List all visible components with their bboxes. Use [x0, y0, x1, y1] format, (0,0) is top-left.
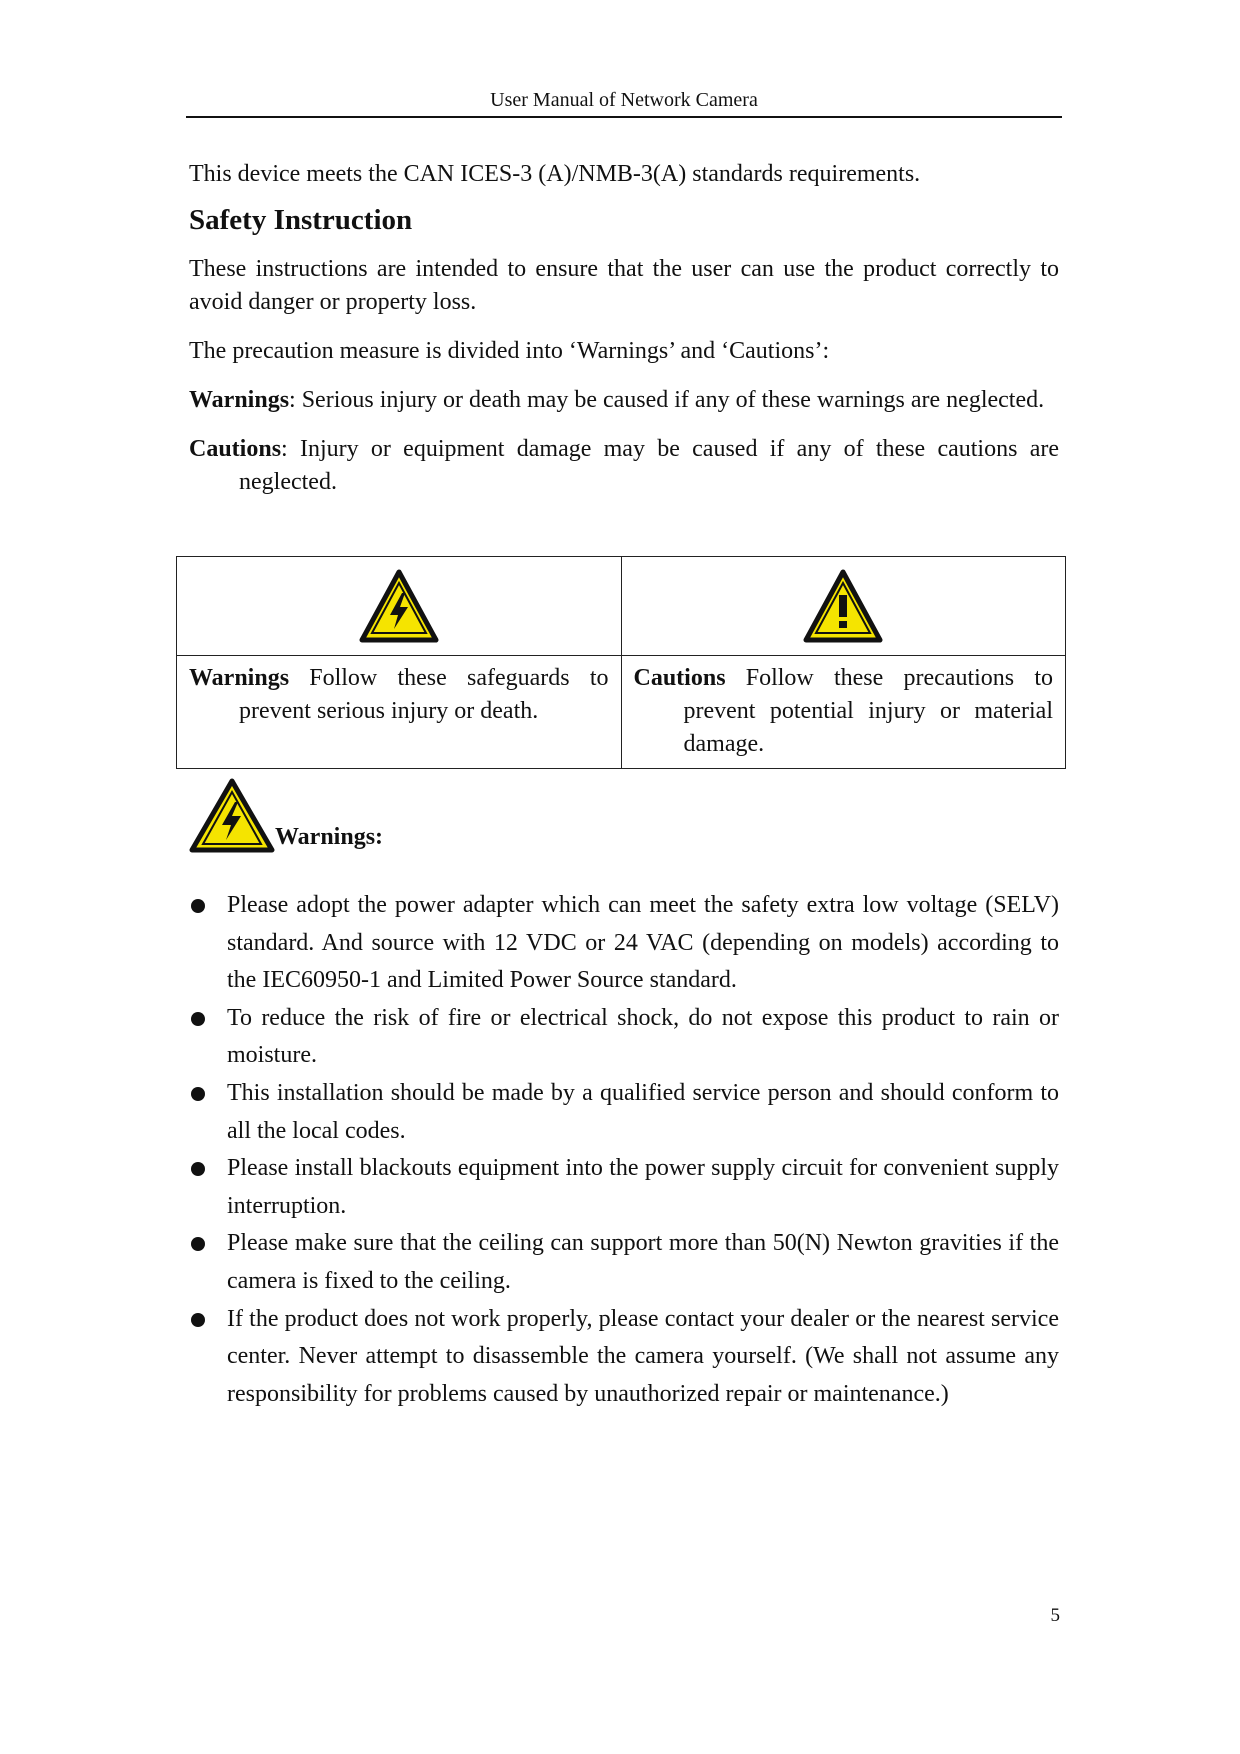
list-item-text: Please install blackouts equipment into the power supply circuit for convenient supply interruption.	[227, 1155, 1059, 1219]
main-content	[189, 158, 1059, 515]
list-item-text: If the product does not work properly, please contact your dealer or the nearest service center. Never attempt to disassemble the camera yourself. (We shall not assume any responsibility for problems caused by unauthorized repair or maintenance.)	[227, 1305, 1059, 1407]
list-item	[189, 1150, 1059, 1225]
safety-symbol-table	[176, 556, 1066, 769]
cautions-definition-text: : Injury or equipment damage may be caused if any of these cautions are neglected.	[239, 436, 1059, 495]
list-item-text: To reduce the risk of fire or electrical shock, do not expose this product to rain or moisture.	[227, 1004, 1059, 1069]
list-item-text: This installation should be made by a qualified service person and should conform to all the local codes.	[227, 1079, 1059, 1144]
list-item	[189, 887, 1059, 1000]
warnings-definition-text: : Serious injury or death may be caused if any of these warnings are neglected.	[289, 387, 1045, 413]
list-item-text: Please make sure that the ceiling can support more than 50(N) Newton gravities if the camera is fixed to the ceiling.	[227, 1230, 1059, 1294]
warnings-label: Warnings:	[275, 824, 384, 850]
warnings-icon-cell	[177, 557, 622, 656]
warnings-section-title	[189, 778, 789, 858]
cautions-term: Cautions	[189, 436, 282, 462]
table-warnings-term: Warnings	[189, 665, 290, 691]
cautions-icon-cell	[621, 557, 1066, 656]
table-icon-row	[177, 557, 1066, 656]
list-item	[189, 1075, 1059, 1150]
bullet-icon	[191, 1012, 205, 1026]
bullet-icon	[191, 1237, 205, 1251]
bullet-icon	[191, 1087, 205, 1101]
running-header: User Manual of Network Camera	[490, 89, 758, 111]
list-item	[189, 1301, 1059, 1414]
header-rule	[186, 116, 1062, 118]
page-number: 5	[1050, 1605, 1060, 1626]
standards-statement: This device meets the CAN ICES-3 (A)/NMB-3(A) standards requirements.	[189, 161, 921, 187]
warnings-description	[189, 662, 609, 728]
warnings-description-cell	[177, 656, 622, 769]
list-item	[189, 1000, 1059, 1075]
warnings-list	[189, 887, 1059, 1413]
warnings-definition	[189, 384, 1059, 417]
exclamation-warning-icon	[803, 569, 883, 643]
list-item	[189, 1225, 1059, 1300]
table-cautions-term: Cautions	[633, 665, 726, 691]
table-description-row	[177, 656, 1066, 769]
precaution-paragraph: The precaution measure is divided into ‘Warnings’ and ‘Cautions’:	[189, 338, 830, 364]
section-heading: Safety Instruction	[189, 204, 413, 236]
list-item-text: Please adopt the power adapter which can meet the safety extra low voltage (SELV) standard. And source with 12 VDC or 24 VAC (depending on models) according to the IEC60950-1 and Limited Power Source standard.	[227, 892, 1059, 994]
cautions-definition	[189, 433, 1059, 499]
bullet-icon	[191, 1313, 205, 1327]
bullet-icon	[191, 899, 205, 913]
table-warnings-text: Follow these safeguards to prevent serious injury or death.	[239, 665, 609, 724]
table-cautions-text: Follow these precautions to prevent potential injury or material damage.	[683, 665, 1053, 757]
electric-hazard-icon	[189, 778, 275, 854]
warnings-term: Warnings	[189, 387, 290, 413]
cautions-description	[634, 662, 1054, 761]
electric-hazard-icon	[359, 569, 439, 643]
intro-paragraph: These instructions are intended to ensure that the user can use the product correctly to avoid danger or property loss.	[189, 256, 1059, 315]
bullet-icon	[191, 1162, 205, 1176]
cautions-description-cell	[621, 656, 1066, 769]
